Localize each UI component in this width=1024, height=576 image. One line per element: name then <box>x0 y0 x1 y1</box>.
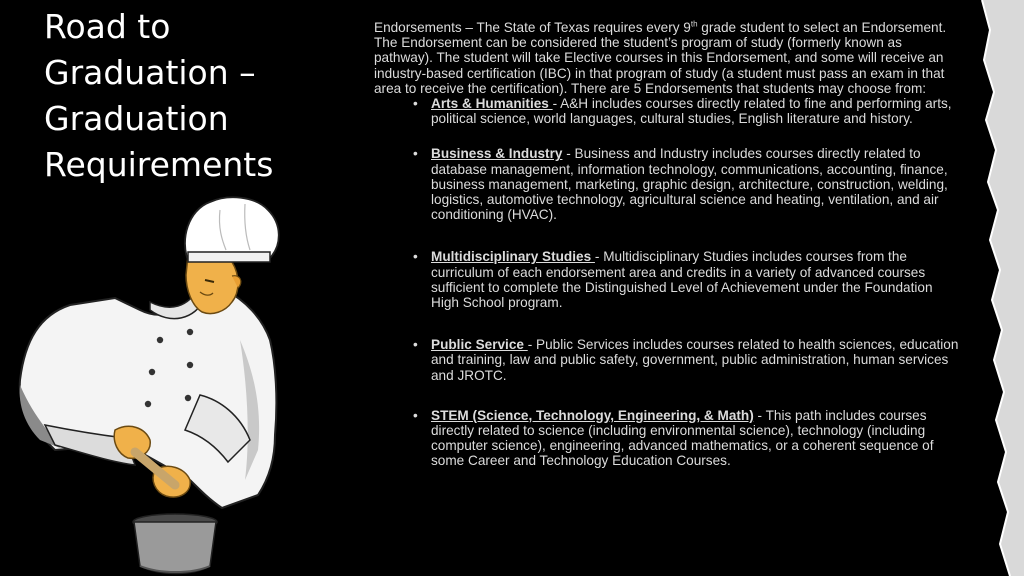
endorsement-description: - A&H includes courses directly related to fine and performing arts, political science, world languages, cultural studies, English literature and history. <box>431 96 952 127</box>
endorsement-name: Public Service <box>431 337 528 353</box>
endorsement-name: Multidisciplinary Studies <box>431 249 595 265</box>
slide-title <box>44 4 304 188</box>
list-item <box>431 96 960 126</box>
endorsement-name: STEM (Science, Technology, Engineering, & Math) <box>431 407 754 423</box>
title-line: Requirements <box>44 145 274 184</box>
endorsement-description: - Multidisciplinary Studies includes courses from the curriculum of each endorsement area and credits in a variety of advanced courses sufficient to complete the Distinguished Level of Achievement under the Foundation High School program. <box>431 249 933 311</box>
list-item <box>431 408 960 469</box>
intro-prefix: Endorsements – The State of Texas requires every 9 <box>374 20 691 35</box>
title-line: Graduation – <box>44 53 256 92</box>
endorsement-description: - This path includes courses directly related to science (including environmental science), technology (including computer science), engineering, advanced mathematics, or a coherent sequence of some Career and Technology Education Courses. <box>431 407 934 469</box>
title-line: Road to <box>44 7 171 46</box>
chef-illustration <box>0 190 330 576</box>
intro-paragraph <box>374 20 960 96</box>
title-line: Graduation <box>44 99 229 138</box>
torn-paper-edge <box>960 0 1024 576</box>
endorsement-description: - Business and Industry includes courses directly related to database management, information technology, communications, accounting, finance, business management, marketing, graphic design, architecture, construction, welding, logistics, automotive technology, agricultural science and heating, ventilation, and air conditioning (HVAC). <box>431 146 948 223</box>
endorsement-description: - Public Services includes courses related to health sciences, education and training, law and public safety, government, public administration, human services and JROTC. <box>431 337 959 383</box>
endorsement-list <box>374 96 960 469</box>
intro-superscript: th <box>690 19 698 29</box>
list-item <box>431 249 960 310</box>
list-item <box>431 337 960 383</box>
intro-suffix: grade student to select an Endorsement. The Endorsement can be considered the student’s program of study (formerly known as pathway). The student will take Elective courses in this Endorsement, and some will receive an industry-based certification (IBC) in that program of study (a student must pass an exam in that area to receive the certification). There are 5 Endorsements that students may choose from: <box>374 20 947 96</box>
endorsement-name: Business & Industry <box>431 146 563 162</box>
chef-jacket <box>20 285 277 508</box>
endorsement-name: Arts & Humanities <box>431 96 553 112</box>
slide-content <box>374 20 960 469</box>
list-item <box>431 146 960 222</box>
